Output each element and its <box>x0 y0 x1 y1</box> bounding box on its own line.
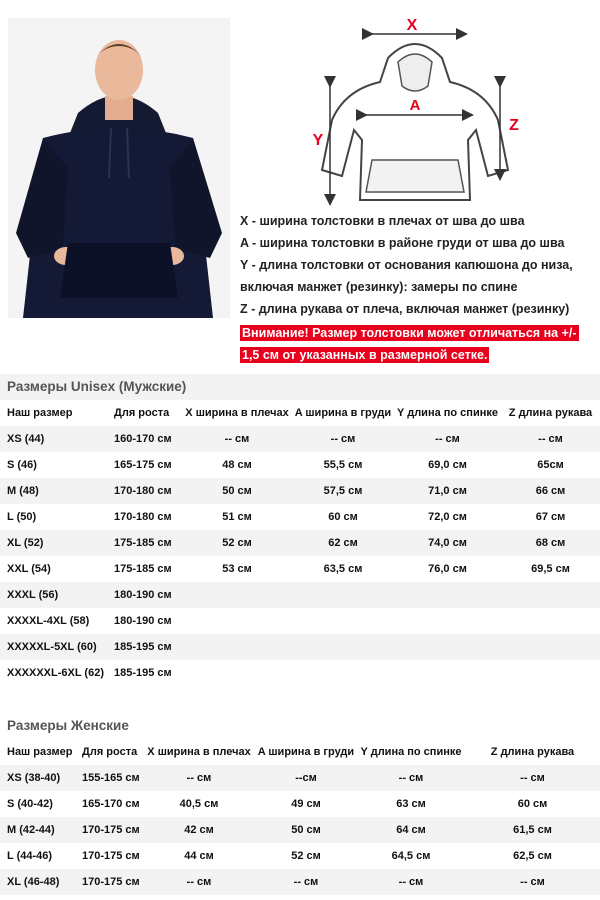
hoodie-measurement-diagram <box>300 10 530 210</box>
table-cell: 51 см <box>222 511 252 523</box>
warning-line-1: Внимание! Размер толстовки может отличаться на +/- <box>242 326 577 340</box>
table-cell: 165-175 см <box>114 459 172 471</box>
table-cell: XXXXXXL-6XL (62) <box>7 667 104 679</box>
table-cell <box>394 660 501 686</box>
table-cell: 44 см <box>184 850 214 862</box>
table-cell: 175-185 см <box>114 537 172 549</box>
y-label: Y <box>312 132 324 149</box>
header-y: Y длина по спинке <box>397 407 498 419</box>
table-cell: XS (44) <box>7 433 45 445</box>
hoodie-model-photo-icon <box>8 18 230 318</box>
table-cell: 48 см <box>222 459 252 471</box>
desc-z: Z - длина рукава от плеча, включая манжет (резинку) <box>240 302 570 316</box>
table-cell: 60 см <box>517 798 548 810</box>
table-cell: 180-190 см <box>114 615 172 627</box>
table-cell: 68 см <box>535 537 566 549</box>
table-cell: 170-180 см <box>114 485 172 497</box>
table-cell: XXXXXL-5XL (60) <box>7 641 97 653</box>
table-cell: 175-185 см <box>114 563 172 575</box>
table-cell <box>501 582 600 608</box>
unisex-title: Размеры Unisex (Мужские) <box>0 374 600 400</box>
table-cell: 62,5 см <box>513 850 552 862</box>
table-row <box>0 765 600 791</box>
table-cell <box>292 660 394 686</box>
table-cell: S (46) <box>7 459 37 471</box>
table-cell: 72,0 см <box>428 511 467 523</box>
table-header-row <box>0 400 600 426</box>
table-cell <box>501 608 600 634</box>
table-cell: 185-195 см <box>114 641 172 653</box>
table-row <box>0 530 600 556</box>
table-row <box>0 660 600 686</box>
desc-x: X - ширина толстовки в плечах от шва до шва <box>240 214 525 228</box>
table-cell: XXL (54) <box>7 563 51 575</box>
table-cell <box>182 608 292 634</box>
table-cell: 53 см <box>222 563 252 575</box>
table-cell: 155-165 см <box>82 772 140 784</box>
table-cell: S (40-42) <box>7 798 53 810</box>
table-row <box>0 504 600 530</box>
table-cell: -- см <box>293 876 319 888</box>
warning-notice <box>240 322 585 366</box>
table-cell <box>394 634 501 660</box>
header-height: Для роста <box>82 746 138 758</box>
unisex-size-table <box>0 400 600 686</box>
table-cell <box>292 582 394 608</box>
header-z: Z длина рукава <box>508 407 593 419</box>
table-row <box>0 452 600 478</box>
desc-y-cont: включая манжет (резинку): замеры по спине <box>240 280 518 294</box>
table-cell: M (42-44) <box>7 824 55 836</box>
table-cell: -- см <box>186 876 212 888</box>
table-cell: 170-175 см <box>82 850 140 862</box>
table-cell: 55,5 см <box>323 459 363 471</box>
table-cell <box>182 660 292 686</box>
table-cell: -- см <box>398 876 424 888</box>
header-size: Наш размер <box>7 746 73 758</box>
table-row <box>0 426 600 452</box>
table-row <box>0 608 600 634</box>
table-cell: 160-170 см <box>114 433 172 445</box>
table-cell: 76,0 см <box>428 563 467 575</box>
table-cell: -- см <box>186 772 212 784</box>
unisex-size-section <box>0 374 600 686</box>
table-cell: -- см <box>398 772 424 784</box>
table-cell: 40,5 см <box>179 798 219 810</box>
header-a: A ширина в груди <box>257 746 355 758</box>
table-cell: 63 см <box>396 798 426 810</box>
women-title: Размеры Женские <box>0 713 600 739</box>
table-row <box>0 843 600 869</box>
table-cell: M (48) <box>7 485 39 497</box>
warning-line-2: 1,5 см от указанных в размерной сетке. <box>242 348 488 362</box>
table-cell <box>292 608 394 634</box>
x-label: X <box>406 17 418 34</box>
table-row <box>0 478 600 504</box>
table-row <box>0 869 600 895</box>
table-cell: -- см <box>435 433 460 445</box>
women-size-table <box>0 739 600 895</box>
table-header-row <box>0 739 600 765</box>
header-a: A ширина в груди <box>294 407 392 419</box>
table-cell: XL (52) <box>7 537 44 549</box>
table-cell <box>182 582 292 608</box>
table-cell: 62 см <box>328 537 358 549</box>
women-size-section <box>0 713 600 895</box>
desc-y: Y - длина толстовки от основания капюшона до низа, <box>240 258 573 272</box>
table-row <box>0 556 600 582</box>
table-cell: -- см <box>520 772 545 784</box>
table-cell: XS (38-40) <box>7 772 61 784</box>
table-cell: 42 см <box>184 824 214 836</box>
header-z: Z длина рукава <box>490 746 575 758</box>
table-cell: 50 см <box>291 824 321 836</box>
table-row <box>0 791 600 817</box>
table-row <box>0 817 600 843</box>
table-cell: --см <box>295 772 317 784</box>
a-label: A <box>409 97 421 114</box>
table-cell: L (50) <box>7 511 37 523</box>
table-cell: XL (46-48) <box>7 876 60 888</box>
table-cell <box>501 660 600 686</box>
table-cell: 69,5 см <box>531 563 570 575</box>
table-cell: 170-180 см <box>114 511 172 523</box>
table-cell: 170-175 см <box>82 824 140 836</box>
table-cell: 64,5 см <box>391 850 431 862</box>
table-cell: 57,5 см <box>323 485 363 497</box>
table-cell: 49 см <box>291 798 321 810</box>
table-cell: 185-195 см <box>114 667 172 679</box>
table-cell: 63,5 см <box>323 563 363 575</box>
table-cell: -- см <box>520 876 545 888</box>
table-cell: 180-190 см <box>114 589 172 601</box>
header-x: X ширина в плечах <box>185 407 289 419</box>
table-cell: L (44-46) <box>7 850 53 862</box>
table-cell: 69,0 см <box>428 459 467 471</box>
table-cell: 60 см <box>328 511 358 523</box>
table-cell: 74,0 см <box>428 537 467 549</box>
header-height: Для роста <box>114 407 170 419</box>
header-x: X ширина в плечах <box>147 746 251 758</box>
table-cell: 67 см <box>535 511 566 523</box>
table-cell <box>292 634 394 660</box>
table-cell: 50 см <box>222 485 252 497</box>
table-cell: 165-170 см <box>82 798 140 810</box>
table-cell: 52 см <box>222 537 252 549</box>
table-cell: -- см <box>538 433 563 445</box>
table-cell: 52 см <box>291 850 321 862</box>
table-cell <box>394 608 501 634</box>
table-cell: 64 см <box>396 824 426 836</box>
table-row <box>0 634 600 660</box>
table-cell: 66 см <box>535 485 566 497</box>
measurement-description <box>240 210 595 320</box>
table-cell: 71,0 см <box>428 485 467 497</box>
table-cell <box>182 634 292 660</box>
table-cell: 61,5 см <box>513 824 552 836</box>
table-cell <box>394 582 501 608</box>
z-label: Z <box>509 117 519 134</box>
table-cell: 170-175 см <box>82 876 140 888</box>
header-y: Y длина по спинке <box>360 746 462 758</box>
model-photo <box>8 18 230 318</box>
table-cell: 65см <box>537 459 564 471</box>
table-cell <box>501 634 600 660</box>
desc-a: A - ширина толстовки в районе груди от шва до шва <box>240 236 565 250</box>
header-size: Наш размер <box>7 407 73 419</box>
table-cell: -- см <box>330 433 356 445</box>
table-cell: XXXL (56) <box>7 589 59 601</box>
table-cell: XXXXL-4XL (58) <box>7 615 90 627</box>
table-cell: -- см <box>224 433 250 445</box>
table-row <box>0 582 600 608</box>
